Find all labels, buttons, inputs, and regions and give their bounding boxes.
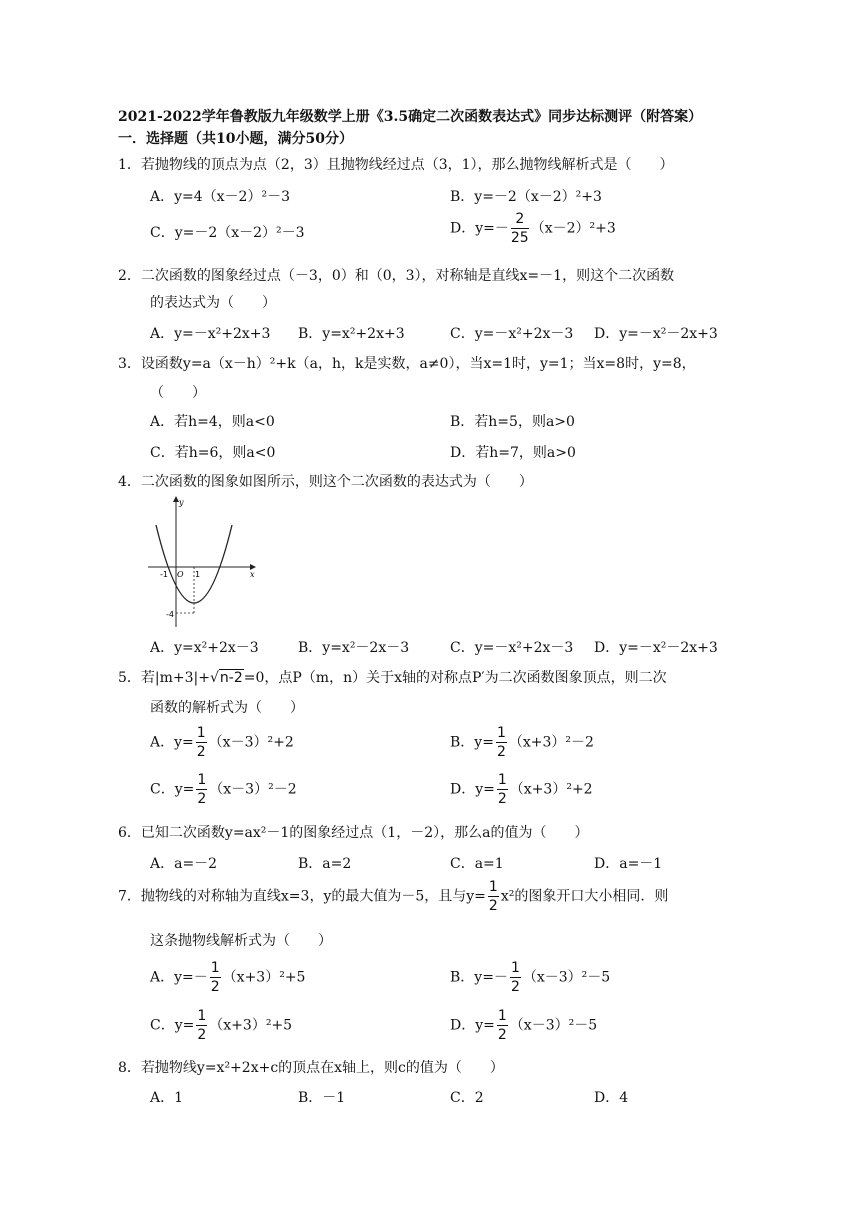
q5-b-suffix: （x+3）²－2 bbox=[508, 734, 594, 751]
question-8-option-d: D．4 bbox=[594, 1090, 629, 1106]
question-4-option-a: A．y=x²+2x－3 bbox=[150, 640, 259, 656]
q7-stem-fraction bbox=[488, 880, 499, 913]
q5-a-fraction bbox=[196, 726, 207, 759]
question-1-option-d bbox=[450, 212, 616, 245]
question-7-stem-line1 bbox=[118, 880, 668, 913]
question-1-option-b: B．y=－2（x－2）²+3 bbox=[450, 189, 602, 205]
q7-d-fraction bbox=[497, 1009, 508, 1042]
q5-b-prefix: B．y= bbox=[450, 734, 494, 751]
q7-a-denominator: 2 bbox=[210, 979, 220, 995]
q5-d-prefix: D．y= bbox=[450, 781, 495, 798]
q5-b-numerator: 1 bbox=[496, 725, 506, 741]
question-3-option-b: B．若h=5，则a>0 bbox=[450, 414, 575, 430]
question-5-stem-line2: 函数的解析式为（ ） bbox=[150, 700, 304, 716]
q5-c-prefix: C．y= bbox=[150, 781, 195, 798]
q5-stem-suffix: =0，点P（m，n）关于x轴的对称点P′为二次函数图象顶点，则二次 bbox=[243, 670, 667, 686]
question-7-option-b bbox=[450, 961, 610, 994]
question-6-option-c: C．a=1 bbox=[450, 856, 504, 872]
q7-stem-numerator: 1 bbox=[488, 879, 498, 895]
q7-stem-denominator: 2 bbox=[488, 898, 498, 914]
q5-d-numerator: 1 bbox=[497, 772, 507, 788]
q7-a-fraction bbox=[210, 961, 221, 994]
question-8-option-b: B．－1 bbox=[298, 1090, 346, 1106]
q1-d-numerator: 2 bbox=[511, 212, 529, 229]
q7-c-denominator: 2 bbox=[197, 1027, 207, 1043]
tick-label-one: 1 bbox=[195, 570, 201, 579]
question-2-option-b: B．y=x²+2x+3 bbox=[298, 326, 405, 342]
x-axis-label: x bbox=[250, 570, 255, 579]
question-1-option-a: A．y=4（x－2）²－3 bbox=[150, 189, 290, 205]
q7-b-prefix: B．y=－ bbox=[450, 969, 508, 986]
question-3-option-a: A．若h=4，则a<0 bbox=[150, 414, 275, 430]
q5-a-denominator: 2 bbox=[196, 744, 206, 760]
q7-b-fraction bbox=[510, 961, 521, 994]
question-2-stem-line1: 2．二次函数的图象经过点（－3，0）和（0，3），对称轴是直线x=－1，则这个二次函数 bbox=[118, 268, 675, 284]
question-1-stem: 1．若抛物线的顶点为点（2，3）且抛物线经过点（3，1），那么抛物线解析式是（ ） bbox=[118, 157, 674, 173]
q7-d-prefix: D．y= bbox=[450, 1017, 495, 1034]
q5-d-suffix: （x+3）²+2 bbox=[509, 781, 593, 798]
question-4-option-b: B．y=x²－2x－3 bbox=[298, 640, 410, 656]
q7-d-numerator: 1 bbox=[497, 1008, 507, 1024]
question-8-stem: 8．若抛物线y=x²+2x+c的顶点在x轴上，则c的值为（ ） bbox=[118, 1060, 504, 1076]
q5-sqrt: √n-2 bbox=[209, 670, 243, 686]
q7-stem-prefix: 7．抛物线的对称轴为直线x=3，y的最大值为－5，且与y= bbox=[118, 888, 486, 905]
question-5-stem-line1 bbox=[118, 667, 667, 687]
q5-c-suffix: （x－3）²－2 bbox=[209, 781, 297, 798]
document-title: 2021-2022学年鲁教版九年级数学上册《3.5确定二次函数表达式》同步达标测评（附答案） bbox=[118, 109, 703, 125]
tick-label-neg-four: -4 bbox=[166, 610, 174, 619]
question-6-stem: 6．已知二次函数y=ax²－1的图象经过点（1，－2），那么a的值为（ ） bbox=[118, 825, 589, 841]
tick-label-neg-one: -1 bbox=[160, 570, 168, 579]
q7-b-numerator: 1 bbox=[510, 960, 520, 976]
question-5-option-a bbox=[150, 726, 294, 759]
q5-b-fraction bbox=[496, 726, 507, 759]
q5-a-suffix: （x－3）²+2 bbox=[208, 734, 294, 751]
question-3-option-c: C．若h=6，则a<0 bbox=[150, 445, 276, 461]
question-2-option-a: A．y=－x²+2x+3 bbox=[150, 326, 271, 342]
question-8-option-c: C．2 bbox=[450, 1090, 484, 1106]
question-5-option-b bbox=[450, 726, 594, 759]
question-7-option-a bbox=[150, 961, 305, 994]
question-1-option-c: C．y=－2（x－2）²－3 bbox=[150, 225, 305, 241]
question-7-option-c bbox=[150, 1009, 292, 1042]
q7-a-suffix: （x+3）²+5 bbox=[222, 969, 306, 986]
q1-d-prefix: D．y=－ bbox=[450, 220, 509, 237]
question-2-stem-line2: 的表达式为（ ） bbox=[150, 295, 276, 311]
question-2-option-c: C．y=－x²+2x－3 bbox=[450, 326, 574, 342]
q5-c-denominator: 2 bbox=[197, 791, 207, 807]
q1-d-fraction bbox=[511, 212, 529, 245]
question-3-option-d: D．若h=7，则a>0 bbox=[450, 445, 576, 461]
q1-d-denominator: 25 bbox=[510, 230, 529, 246]
question-4-option-d: D．y=－x²－2x+3 bbox=[594, 640, 718, 656]
q7-c-numerator: 1 bbox=[197, 1008, 207, 1024]
question-6-option-a: A．a=－2 bbox=[150, 856, 218, 872]
q7-b-denominator: 2 bbox=[510, 979, 520, 995]
q7-a-prefix: A．y=－ bbox=[150, 969, 208, 986]
y-axis-label: y bbox=[179, 498, 184, 507]
question-4-option-c: C．y=－x²+2x－3 bbox=[450, 640, 574, 656]
q5-radicand: n-2 bbox=[219, 670, 243, 686]
q7-b-suffix: （x－3）²－5 bbox=[522, 969, 611, 986]
question-7-option-d bbox=[450, 1009, 597, 1042]
q7-a-numerator: 1 bbox=[210, 960, 220, 976]
q7-c-fraction bbox=[196, 1009, 207, 1042]
question-2-option-d: D．y=－x²－2x+3 bbox=[594, 326, 718, 342]
q5-d-fraction bbox=[497, 773, 508, 806]
q5-a-prefix: A．y= bbox=[150, 734, 194, 751]
question-4-stem: 4．二次函数的图象如图所示，则这个二次函数的表达式为（ ） bbox=[118, 474, 533, 490]
section-heading: 一．选择题（共10小题，满分50分） bbox=[118, 131, 353, 147]
parabola-graph bbox=[146, 495, 258, 629]
question-3-stem-line1: 3．设函数y=a（x－h）²+k（a，h，k是实数，a≠0），当x=1时，y=1；当x=8时，y=8， bbox=[118, 356, 696, 372]
q5-d-denominator: 2 bbox=[497, 791, 507, 807]
q5-c-fraction bbox=[196, 773, 207, 806]
q7-c-suffix: （x+3）²+5 bbox=[209, 1017, 293, 1034]
q7-stem-suffix: x²的图象开口大小相同．则 bbox=[500, 888, 669, 905]
question-7-stem-line2: 这条抛物线解析式为（ ） bbox=[150, 933, 332, 949]
q5-c-numerator: 1 bbox=[197, 772, 207, 788]
question-3-stem-line2: （ ） bbox=[150, 385, 206, 401]
question-6-option-b: B．a=2 bbox=[298, 856, 352, 872]
q5-stem-prefix: 5．若|m+3|+ bbox=[118, 670, 210, 686]
q7-c-prefix: C．y= bbox=[150, 1017, 195, 1034]
question-5-option-d bbox=[450, 773, 593, 806]
origin-label: O bbox=[177, 570, 184, 579]
q1-d-suffix: （x－2）²+3 bbox=[530, 220, 616, 237]
question-5-option-c bbox=[150, 773, 297, 806]
q7-d-denominator: 2 bbox=[497, 1027, 507, 1043]
q5-a-numerator: 1 bbox=[196, 725, 206, 741]
q5-b-denominator: 2 bbox=[496, 744, 506, 760]
q7-d-suffix: （x－3）²－5 bbox=[509, 1017, 598, 1034]
question-6-option-d: D．a=－1 bbox=[594, 856, 663, 872]
question-8-option-a: A．1 bbox=[150, 1090, 184, 1106]
